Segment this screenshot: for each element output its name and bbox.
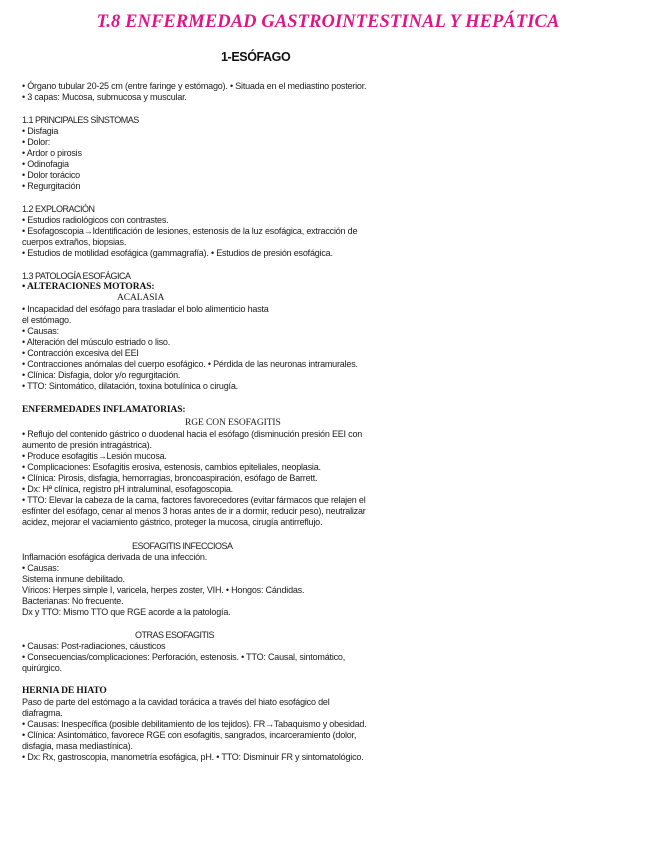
topic-heading: RGE CON ESOFAGITIS (185, 418, 281, 428)
list-item: quirúrgico. (22, 663, 62, 673)
document-title: T.8 ENFERMEDAD GASTROINTESTINAL Y HEPÁTICA (96, 12, 560, 32)
list-item: • Produce esofagitis→Lesión mucosa. (22, 451, 167, 461)
body-line: Bacterianas: No frecuente. (22, 596, 124, 606)
category-heading: • ALTERACIONES MOTORAS: (22, 282, 155, 292)
body-line: Dx y TTO: Mismo TTO que RGE acorde a la patología. (22, 607, 231, 617)
subsection-heading: 1.1 PRINCIPALES SÍNSTOMAS (22, 115, 139, 125)
list-item: • Alteración del músculo estriado o liso. (22, 337, 171, 347)
list-item: disfagia, masa mediastínica). (22, 741, 133, 751)
list-item: • Causas: (22, 326, 59, 336)
topic-heading: OTRAS ESOFAGITIS (135, 630, 215, 640)
body-line: Paso de parte del estómago a la cavidad torácica a través del hiato esofágico del (22, 697, 330, 707)
list-item: • Contracción excesiva del EEI (22, 348, 139, 358)
list-item: • Incapacidad del esófago para trasladar el bolo alimenticio hasta (22, 304, 269, 314)
subsection-heading: 1.3 PATOLOGÍA ESOFÁGICA (22, 271, 131, 281)
list-item: • Estudios de motilidad esofágica (gammagrafía). • Estudios de presión esofágica. (22, 248, 333, 258)
list-item: • Odinofagia (22, 159, 69, 169)
body-line: Inflamación esofágica derivada de una infección. (22, 552, 208, 562)
list-item: esfínter del esófago, cenar al menos 3 horas antes de ir a dormir, reducir peso), neutralizar (22, 506, 366, 516)
list-item: • Consecuencias/complicaciones: Perforación, estenosis. • TTO: Causal, sintomático, (22, 652, 346, 662)
body-line: diafragma. (22, 708, 63, 718)
list-item: • Disfagia (22, 126, 59, 136)
body-line: • 3 capas: Mucosa, submucosa y muscular. (22, 92, 187, 102)
list-item: • TTO: Sintomático, dilatación, toxina botulínica o cirugía. (22, 381, 238, 391)
list-item: • Dx: Rx, gastroscopia, manometría esofágica, pH. • TTO: Disminuir FR y sintomatológico. (22, 752, 364, 762)
topic-heading: ESOFAGITIS INFECCIOSA (132, 541, 233, 551)
list-item: • Dolor: (22, 137, 51, 147)
body-line: Sistema inmune debilitado. (22, 574, 125, 584)
list-item: • Dolor torácico (22, 170, 80, 180)
list-item: • Causas: (22, 563, 59, 573)
list-item: • Clínica: Disfagia, dolor y/o regurgitación. (22, 370, 181, 380)
list-item: • Regurgitación (22, 181, 81, 191)
list-item: • Ardor o pirosis (22, 148, 82, 158)
subsection-heading: 1.2 EXPLORACIÓN (22, 204, 95, 214)
list-item: • Causas: Post-radiaciones, cáusticos (22, 641, 166, 651)
list-item: • Dx: Hª clínica, registro pH intraluminal, esofagoscopia. (22, 484, 233, 494)
list-item: • Reflujo del contenido gástrico o duodenal hacia el esófago (disminución presión EEI con (22, 429, 363, 439)
body-line: • Órgano tubular 20-25 cm (entre faringe y estómago). • Situada en el mediastino posterior. (22, 81, 367, 91)
category-heading: HERNIA DE HIATO (22, 686, 107, 696)
list-item: el estómago. (22, 315, 72, 325)
list-item: • Clínica: Pirosis, disfagia, hemorragias, broncoaspiración, esófago de Barrett. (22, 473, 318, 483)
list-item: acidez, mejorar el vaciamiento gástrico, proteger la mucosa, cirugía antirreflujo. (22, 517, 323, 527)
list-item: • Estudios radiológicos con contrastes. (22, 215, 169, 225)
list-item: • Causas: Inespecífica (posible debilitamiento de los tejidos). FR→Tabaquismo y obesidad. (22, 719, 367, 729)
list-item: • Contracciones anómalas del cuerpo esofágico. • Pérdida de las neuronas intramurales. (22, 359, 358, 369)
list-item: cuerpos extraños, biopsias. (22, 237, 127, 247)
list-item: • Complicaciones: Esofagitis erosiva, estenosis, cambios epiteliales, neoplasia. (22, 462, 321, 472)
list-item: • TTO: Elevar la cabeza de la cama, factores favorecedores (evitar fármacos que relajen el (22, 495, 366, 505)
topic-heading: ACALASIA (117, 293, 165, 303)
list-item: aumento de presión intragástrica). (22, 440, 152, 450)
body-line: Víricos: Herpes simple I, varicela, herpes zoster, VIH. • Hongos: Cándidas. (22, 585, 305, 595)
list-item: • Esofagoscopia→Identificación de lesiones, estenosis de la luz esofágica, extracción de (22, 226, 358, 236)
category-heading: ENFERMEDADES INFLAMATORIAS: (22, 405, 186, 415)
list-item: • Clínica: Asintomático, favorece RGE con esofagitis, sangrados, incarceramiento (dolor, (22, 730, 357, 740)
section-heading: 1-ESÓFAGO (221, 50, 291, 64)
